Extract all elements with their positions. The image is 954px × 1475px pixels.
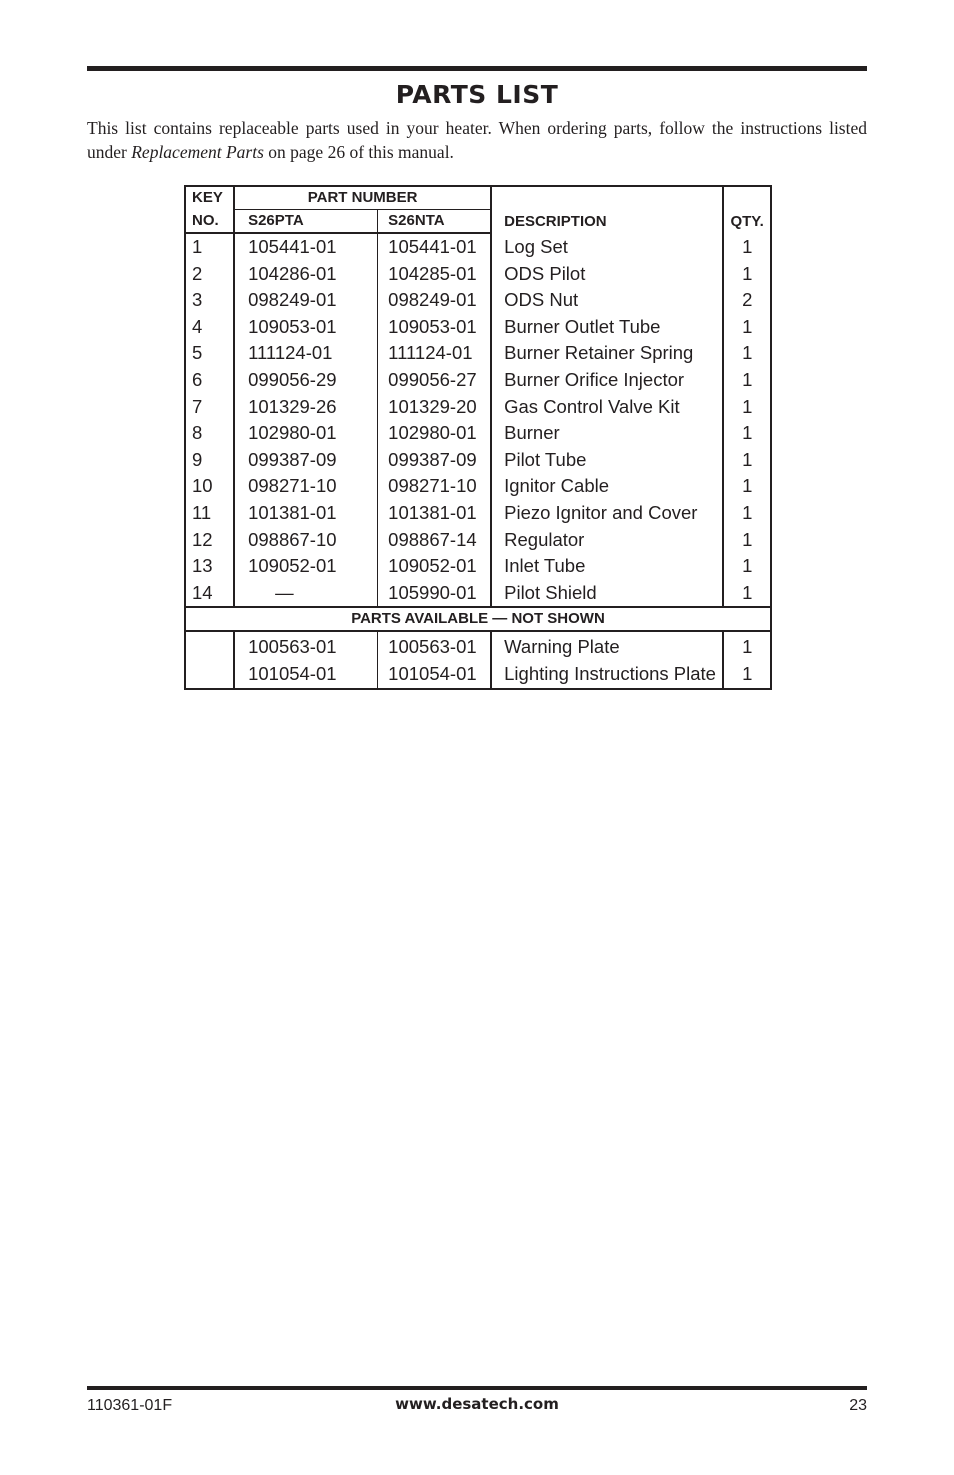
not-shown-heading: PARTS AVAILABLE — NOT SHOWN: [185, 607, 771, 631]
key-cell: 14: [192, 581, 213, 603]
top-rule: [87, 66, 867, 71]
key-cell: 7: [192, 395, 203, 417]
parts-table: [184, 185, 772, 690]
key-cell: 8: [192, 422, 203, 444]
qty-header: QTY.: [723, 186, 771, 233]
website-link[interactable]: www.desatech.com: [395, 1395, 559, 1413]
description-cell: Burner Outlet Tube: [491, 314, 723, 341]
part-number-s26pta-cell: 104286-01: [234, 261, 378, 288]
description-cell: Burner: [491, 420, 723, 447]
part-number-s26nta-cell: 101054-01: [378, 661, 491, 689]
key-cell: 5: [192, 342, 203, 364]
qty-cell: 1: [723, 553, 771, 580]
key-cell: 11: [192, 501, 212, 523]
description-header: DESCRIPTION: [491, 186, 723, 233]
table-row: [185, 261, 771, 288]
part-number-s26nta-cell: 101329-20: [378, 394, 491, 421]
part-number-s26nta-cell: 109052-01: [378, 553, 491, 580]
qty-cell: 1: [723, 314, 771, 341]
qty-cell: 1: [723, 394, 771, 421]
part-number-s26pta-cell: 109052-01: [234, 553, 378, 580]
part-number-s26pta-cell: 101381-01: [234, 500, 378, 527]
part-number-s26nta-cell: 099387-09: [378, 447, 491, 474]
part-number-s26nta-cell: 111124-01: [378, 340, 491, 367]
key-cell: [185, 661, 234, 689]
part-number-s26nta-cell: 099056-27: [378, 367, 491, 394]
key-header-line2: NO.: [185, 210, 234, 234]
key-cell: 10: [192, 475, 213, 497]
part-number-s26nta-cell: 098249-01: [378, 287, 491, 314]
part-number-s26pta-cell: 101329-26: [234, 394, 378, 421]
part-number-s26nta-cell: 098867-14: [378, 527, 491, 554]
table-row: [185, 473, 771, 500]
description-cell: Piezo Ignitor and Cover: [491, 500, 723, 527]
table-row: [185, 631, 771, 661]
part-number-s26pta-cell: 100563-01: [234, 631, 378, 661]
table-row: [185, 661, 771, 689]
key-cell: 12: [192, 528, 213, 550]
table-row: [185, 580, 771, 608]
part-number-s26nta-cell: 104285-01: [378, 261, 491, 288]
intro-text-before: This list contains replaceable parts used in your heater. When ordering parts, follow the instructions listed under: [87, 118, 867, 162]
qty-cell: 1: [723, 661, 771, 689]
part-number-s26pta-cell: 099387-09: [234, 447, 378, 474]
description-cell: ODS Nut: [491, 287, 723, 314]
table-row: [185, 553, 771, 580]
table-row: [185, 233, 771, 261]
table-row: [185, 394, 771, 421]
table-row: [185, 287, 771, 314]
description-cell: Log Set: [491, 233, 723, 261]
table-row: [185, 314, 771, 341]
part-number-s26nta-cell: 105441-01: [378, 233, 491, 261]
part-number-s26pta-cell: 099056-29: [234, 367, 378, 394]
key-cell: [185, 631, 234, 661]
table-row: [185, 367, 771, 394]
parts-rows: [185, 233, 771, 607]
key-cell: 1: [192, 236, 203, 257]
part-number-s26nta-cell: 109053-01: [378, 314, 491, 341]
description-cell: Ignitor Cable: [491, 473, 723, 500]
key-cell: 9: [192, 448, 203, 470]
part-number-s26nta-cell: 105990-01: [378, 580, 491, 608]
part-number-s26nta-cell: 100563-01: [378, 631, 491, 661]
page-title: PARTS LIST: [395, 80, 559, 109]
qty-cell: 1: [723, 233, 771, 261]
part-number-s26nta-cell: 098271-10: [378, 473, 491, 500]
not-shown-rows: [185, 631, 771, 688]
table-row: [185, 420, 771, 447]
part-number-s26nta-cell: 101381-01: [378, 500, 491, 527]
qty-cell: 1: [723, 340, 771, 367]
description-cell: Pilot Shield: [491, 580, 723, 608]
table-row: [185, 500, 771, 527]
part-number-s26nta-cell: 102980-01: [378, 420, 491, 447]
description-cell: Inlet Tube: [491, 553, 723, 580]
intro-emphasis: Replacement Parts: [131, 142, 264, 162]
intro-text-after: on page 26 of this manual.: [263, 142, 454, 162]
key-header-line1: KEY: [192, 189, 223, 207]
table-row: [185, 447, 771, 474]
qty-cell: 1: [723, 261, 771, 288]
intro-paragraph: [87, 116, 867, 164]
part-number-s26pta-cell: 101054-01: [234, 661, 378, 689]
part-number-header: PART NUMBER: [234, 186, 491, 210]
key-cell: 3: [192, 289, 203, 311]
part-number-s26pta-cell: 098867-10: [234, 527, 378, 554]
part-number-s26pta-cell: 109053-01: [234, 314, 378, 341]
description-cell: Lighting Instructions Plate: [491, 661, 723, 689]
table-row: [185, 527, 771, 554]
key-cell: 13: [192, 555, 213, 577]
qty-cell: 1: [723, 447, 771, 474]
bottom-rule: [87, 1386, 867, 1390]
model-b-header: S26NTA: [378, 210, 491, 234]
key-cell: 6: [192, 368, 203, 390]
qty-cell: 1: [723, 580, 771, 608]
description-cell: Gas Control Valve Kit: [491, 394, 723, 421]
qty-cell: 1: [723, 420, 771, 447]
description-cell: ODS Pilot: [491, 261, 723, 288]
qty-cell: 1: [723, 367, 771, 394]
page-number: 23: [849, 1397, 867, 1414]
table-row: [185, 340, 771, 367]
description-cell: Pilot Tube: [491, 447, 723, 474]
qty-cell: 1: [723, 527, 771, 554]
part-number-s26pta-cell: 098271-10: [234, 473, 378, 500]
qty-cell: 2: [723, 287, 771, 314]
part-number-s26pta-cell: 102980-01: [234, 420, 378, 447]
description-cell: Warning Plate: [491, 631, 723, 661]
key-cell: 4: [192, 315, 203, 337]
document-number: 110361-01F: [87, 1397, 173, 1414]
part-number-s26pta-cell: 098249-01: [234, 287, 378, 314]
description-cell: Burner Retainer Spring: [491, 340, 723, 367]
part-number-s26pta-cell: 105441-01: [234, 233, 378, 261]
qty-cell: 1: [723, 473, 771, 500]
part-number-s26pta-cell: 111124-01: [234, 340, 378, 367]
model-a-header: S26PTA: [234, 210, 378, 234]
qty-cell: 1: [723, 631, 771, 661]
description-cell: Burner Orifice Injector: [491, 367, 723, 394]
description-cell: Regulator: [491, 527, 723, 554]
qty-cell: 1: [723, 500, 771, 527]
key-cell: 2: [192, 262, 203, 284]
part-number-s26pta-cell: —: [234, 580, 378, 608]
